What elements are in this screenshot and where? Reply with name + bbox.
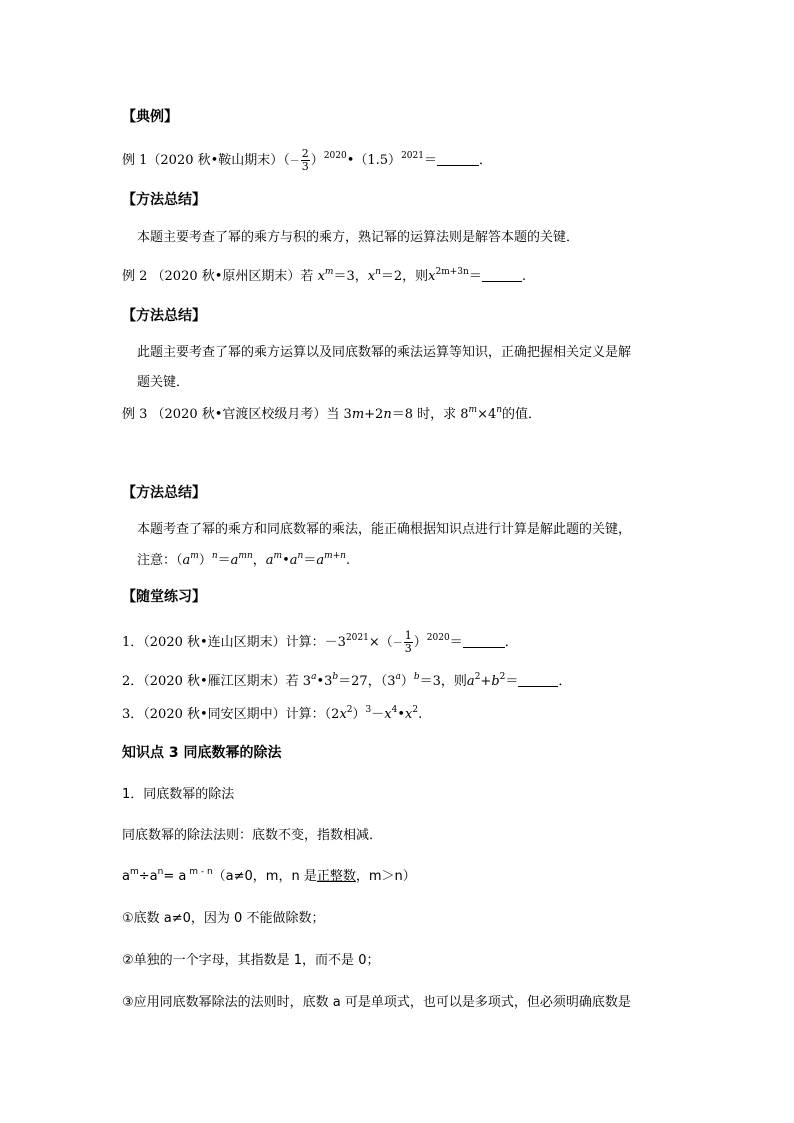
practice-q3: 3．（2020 秋•同安区期中）计算：$(2x^2)^3-x^4•x^2$. bbox=[122, 705, 423, 722]
answer-blank bbox=[437, 153, 479, 166]
heading-method-2: 【方法总结】 bbox=[122, 308, 206, 324]
fraction-two-thirds: $\frac{2}{3}$ bbox=[301, 147, 309, 173]
method-3-line-1: 本题考查了幂的乘方和同底数幂的乘法，能正确根据知识点进行计算是解此题的关键， bbox=[137, 522, 632, 537]
heading-practice: 【随堂练习】 bbox=[122, 589, 206, 605]
section-item-2: ②单独的一个字母，其指数是 1，而不是 0； bbox=[122, 953, 380, 968]
answer-blank bbox=[463, 635, 505, 648]
method-1-text: 本题主要考查了幂的乘方与积的乘方，熟记幂的运算法则是解答本题的关键． bbox=[137, 230, 580, 245]
example-3: 例 3 （2020 秋•官渡区校级月考）当 3m+2n＝8 时，求 $8^m\times 4^n$的值． bbox=[122, 405, 542, 422]
answer-blank bbox=[518, 674, 558, 687]
method-3-note: 注意：$(a^m)^n=a^{mn}$，$a^m•a^n=a^{m+n}$. bbox=[137, 551, 351, 568]
link-positive-integer: 正整数 bbox=[316, 869, 356, 884]
method-2-line-2: 题关键． bbox=[137, 375, 190, 390]
section-item-3: ③应用同底数幂除法的法则时，底数 a 可是单项式，也可以是多项式，但必须明确底数是 bbox=[122, 995, 631, 1010]
section-rule: 同底数幂的除法法则：底数不变，指数相减． bbox=[122, 828, 383, 843]
fraction-one-third: $\frac{1}{3}$ bbox=[404, 629, 412, 655]
heading-method-1: 【方法总结】 bbox=[122, 192, 206, 208]
practice-q2: 2．（2020 秋•雁江区期末）若 $3^a•3^b=27$，$(3^a)^b=3$，则$a^2+b^2=$ ． bbox=[122, 672, 572, 689]
section-item-1: ①底数 a≠0，因为 0 不能做除数； bbox=[122, 911, 325, 926]
practice-q1: 1．（2020 秋•连山区期末）计算：$-3^{2021}\times(-$ $\frac{1}{3}$ ）$^{2020}$＝ ． bbox=[122, 629, 518, 655]
heading-example: 【典例】 bbox=[122, 109, 178, 125]
example-1: 例 1（2020 秋•鞍山期末）（－ $\frac{2}{3}$ ）$^{2020}•(1.5)^{2021}=$ ． bbox=[122, 147, 492, 173]
section-formula: $a^m\div a^n= a$ $^{m - n}$（a≠0，m，n 是正整数，m＞n） bbox=[122, 867, 416, 884]
answer-blank bbox=[482, 269, 522, 282]
ex1-prefix: 例 1（2020 秋•鞍山期末）（ bbox=[122, 153, 290, 168]
method-2-line-1: 此题主要考查了幂的乘方运算以及同底数幂的乘法运算等知识，正确把握相关定义是解 bbox=[137, 345, 632, 360]
example-2: 例 2 （2020 秋•原州区期末）若 $x^m=3$，$x^n=2$，则$x^{2m+3n}=$ . bbox=[122, 267, 526, 284]
heading-method-3: 【方法总结】 bbox=[122, 485, 206, 501]
section-title: 知识点 3 同底数幂的除法 bbox=[122, 745, 282, 761]
section-subtitle: 1．同底数幂的除法 bbox=[122, 787, 235, 802]
